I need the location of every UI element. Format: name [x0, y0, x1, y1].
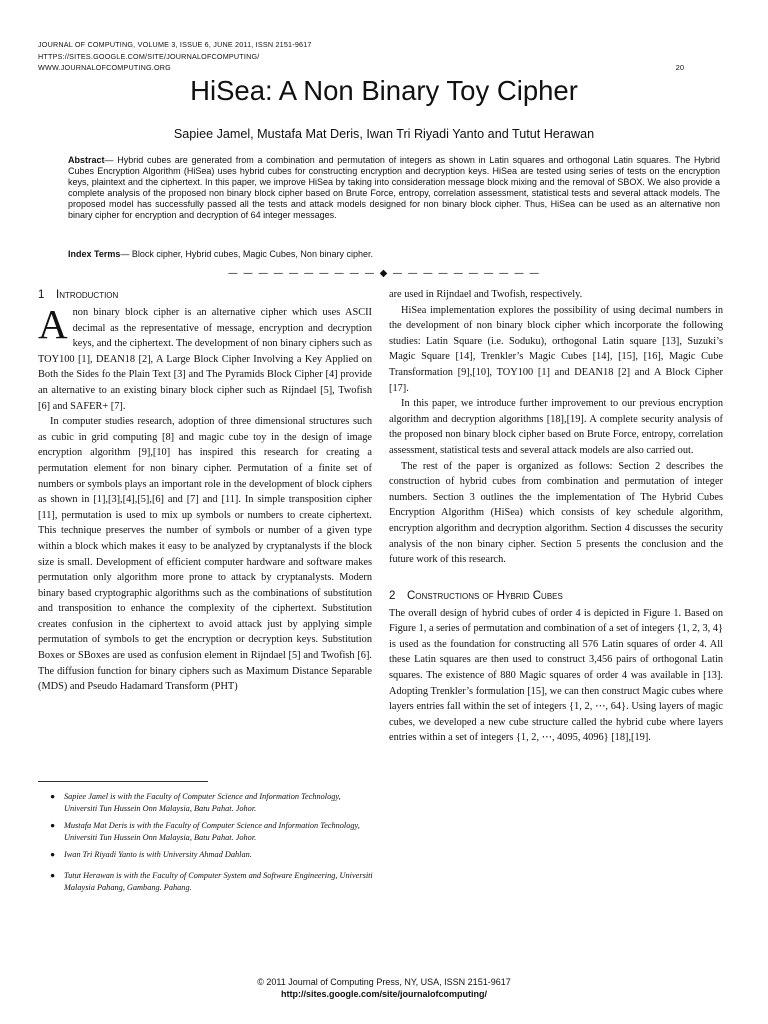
- intro-paragraph-1: [38, 301, 372, 414]
- section-2-title: Constructions of Hybrid Cubes: [407, 589, 563, 602]
- abstract: [68, 155, 720, 220]
- footer-copyright: © 2011 Journal of Computing Press, NY, USA, ISSN 2151-9617: [257, 977, 511, 987]
- abstract-label: Abstract: [68, 155, 105, 165]
- footer-url[interactable]: http://sites.google.com/site/journalofcomputing/: [280, 989, 487, 999]
- page-footer: [0, 976, 768, 1000]
- section-1-number: 1: [38, 289, 45, 301]
- intro-paragraph-3: HiSea implementation explores the possibility of using decimal numbers in the development of non binary block cipher which incorporate the following studies: Latin Square (i.e. Soduku), orthogonal Latin square [13], Suzuki’s Magic Square [14], Trenkler’s Magic Cubes [14], [15], [16], Magic Cube Transformation [9],[10], TOY100 [1] and DEAN18 [2] and A Block Cipher [17].: [389, 304, 723, 394]
- index-terms-text: — Block cipher, Hybrid cubes, Magic Cubes, Non binary cipher.: [120, 249, 373, 259]
- intro-paragraph-2: In computer studies research, adoption of three dimensional structures such as cubic in grid computing [8] and magic cube toy in the design of image encryption algorithm [9],[10] has inspired this research for creating a permutation element for non binary cipher. Permutation of a finite set of numbers or symbols plays an important role in the development of block ciphers as shown in [1],[3],[4],[5],[6] and [7] and [11]. In simple transposition cipher [11], permutation is used to mix up symbols or numbers to create ciphertext. This technique preserves the number of symbols or number of a given type within a block which makes it easy to be analyzed by cryptanalysts if the block size is small. Development of efficient computer hardware and software makes permutation only algorithm more prone to attack by cryptanalysts. Modern binary based cryptographic algorithms such as the combinations of substitution and transposition to enhance the complexity of the ciphertext. Substitution creates confusion in the ciphertext to avoid attack just by applying simple permutation of symbols to get the encryption or decryption keys. Substitution Boxes or SBoxes are used as confusion element in Rijndael [5] and Twofish [6]. The diffusion function for binary ciphers such as Maximum Distance Separable (MDS) and Pseudo Hadamard Transform (PHT): [38, 416, 372, 693]
- author-list: Sapiee Jamel, Mustafa Mat Deris, Iwan Tri Riyadi Yanto and Tutut Herawan: [173, 127, 595, 141]
- abstract-text: — Hybrid cubes are generated from a combination and permutation of integers as shown in Latin squares and orthogonal Latin squares. The Hybrid Cubes Encryption Algorithm (HiSea) uses hybrid cubes for constructing encryption and decryption keys. HiSea are tested using series of tests on the encryption keys, plaintext and the ciphertext. In this paper, we improve HiSea by taking into consideration message block mixing and the removal of SBOX. We also provide a complete analysis of the proposed non binary block cipher based on Brute Force, entropy, correlation assessment, statistical tests and several attack models. The proposed model has successfully passed all the tests and attack models designed for non binary block cipher. Thus, HiSea can be used as an alternative non binary cipher for encryption and decryption of 64 integer messages.: [68, 155, 720, 220]
- footnote-rule: [38, 781, 208, 782]
- author-footnotes: [50, 791, 375, 899]
- footnote-item: ● Tutut Herawan is with the Faculty of Computer System and Software Engineering, Universiti Malaysia Pahang, Gambang. Pahang.: [50, 871, 373, 892]
- section-2-paragraph-1: The overall design of hybrid cubes of order 4 is depicted in Figure 1. Based on Figure 1, a series of permutation and combination of a set of integers {1, 2, 3, 4} is used as the foundation for constructing all 576 Latin squares of order 4. All these Latin squares are then used to construct 3,456 pairs of orthogonal Latin squares. The existence of 880 Magic squares of order 4 was available in [13]. Adopting Trenkler’s formulation [15], we can then construct Magic cubes where layers entries fall within the set of integers {1, 2, ⋯, 64}. Using layers of magic cubes, we developed a new cube structure called the hybrid cube where layers entries within a set of integers {1, 2, ⋯, 4095, 4096} [18],[19].: [389, 607, 723, 744]
- section-1-heading: [38, 287, 372, 303]
- bullet-icon: ●: [50, 871, 56, 880]
- intro-paragraph-2-continued: are used in Rijndael and Twofish, respectively.: [389, 289, 583, 300]
- right-column: [389, 287, 723, 746]
- intro-paragraph-4: In this paper, we introduce further improvement to our previous encryption algorithm and decryption algorithms [18],[19]. A complete security analysis of the proposed non binary block cipher based on Brute Force, entropy, correlation assessment, statistical tests and several attack models are also carried out.: [389, 398, 723, 456]
- drop-cap: A: [38, 301, 68, 347]
- index-terms: [68, 249, 720, 260]
- index-terms-label: Index Terms: [68, 249, 121, 259]
- footnote-item: ● Mustafa Mat Deris is with the Faculty of Computer Science and Information Technology, Universiti Tun Hussein Onn Malaysia, Batu Pahat. Johor.: [50, 821, 360, 842]
- journal-header-line: JOURNAL OF COMPUTING, VOLUME 3, ISSUE 6, JUNE 2011, ISSN 2151-9617: [38, 40, 312, 49]
- bullet-icon: ●: [50, 821, 56, 830]
- journal-header-url[interactable]: HTTPS://SITES.GOOGLE.COM/SITE/JOURNALOFCOMPUTING/: [38, 52, 260, 61]
- bullet-icon: ●: [50, 850, 56, 859]
- page-number: 20: [675, 63, 684, 72]
- section-1-title: Introduction: [56, 289, 119, 301]
- journal-header-website[interactable]: WWW.JOURNALOFCOMPUTING.ORG: [38, 63, 171, 72]
- paper-title: HiSea: A Non Binary Toy Cipher: [190, 75, 578, 106]
- bullet-icon: ●: [50, 792, 56, 801]
- section-2-heading: [389, 588, 723, 604]
- intro-paragraph-1-text: non binary block cipher is an alternative cipher which uses ASCII decimal as the representative of message, encryption and decryption keys, and the ciphertext. The development of non binary ciphers such as TOY100 [1], DEAN18 [2], A Large Block Cipher Involving a Key Applied on Both the Sides fo the Plain Text [3] and The Pyramids Block Cipher [4] provide an alternative to an existing binary block cipher such as Rijndael [5], Twofish [6] and SAFER+ [7].: [38, 307, 372, 412]
- section-separator: — — — — — — — — — — ◆ — — — — — — — — — —: [227, 268, 541, 279]
- intro-paragraph-5: The rest of the paper is organized as follows: Section 2 describes the construction of hybrid cubes from combination and permutation of integer numbers. Section 3 outlines the the implementation of The Hybrid Cubes Encryption Algorithm (HiSea) which consists of key schedule algorithm, encryption algorithm and decryption algorithm. Section 4 discusses the security analysis of the non binary cipher. Section 5 presents the conclusion and the future work of this research.: [389, 460, 723, 566]
- section-2-number: 2: [389, 589, 396, 602]
- footnote-item: ● Sapiee Jamel is with the Faculty of Computer Science and Information Technology, Universiti Tun Hussein Onn Malaysia, Batu Pahat. Johor.: [50, 792, 341, 813]
- footnote-item: ● Iwan Tri Riyadi Yanto is with University Ahmad Dahlan.: [50, 850, 252, 859]
- left-column: [38, 287, 372, 695]
